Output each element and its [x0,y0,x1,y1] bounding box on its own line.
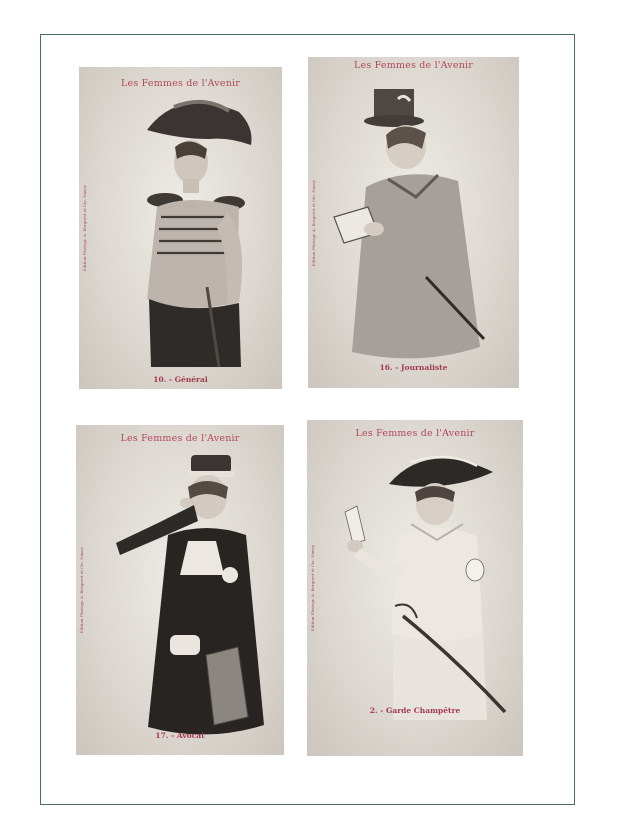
postcard-caption: 2. - Garde Champêtre [369,706,461,715]
postcard-journaliste [308,57,519,388]
postcard-avocat [76,425,284,755]
postcard-title: Les Femmes de l'Avenir [355,428,475,439]
journaliste-photo [308,57,519,388]
postcard-general [79,67,282,389]
general-photo [79,67,282,389]
postcard-garde-champetre [307,420,523,756]
postcard-caption: 17. - Avocat [155,731,205,740]
publisher-imprint: Édition Photogr. A. Bergeret et Cie. Nancy [79,546,84,634]
postcard-title: Les Femmes de l'Avenir [354,60,473,71]
publisher-imprint: Édition Photogr. A. Bergeret et Cie. Nancy [82,184,87,272]
publisher-imprint: Édition Photogr. A. Bergeret et Cie. Nancy [311,179,316,266]
avocat-photo [76,425,284,755]
postcard-title: Les Femmes de l'Avenir [120,433,240,444]
publisher-imprint: Édition Photogr. A. Bergeret et Cie. Nancy [310,544,315,632]
postcard-caption: 10. - Général [153,375,208,384]
postcard-caption: 16. - Journaliste [379,363,448,372]
postcard-title: Les Femmes de l'Avenir [121,78,240,89]
